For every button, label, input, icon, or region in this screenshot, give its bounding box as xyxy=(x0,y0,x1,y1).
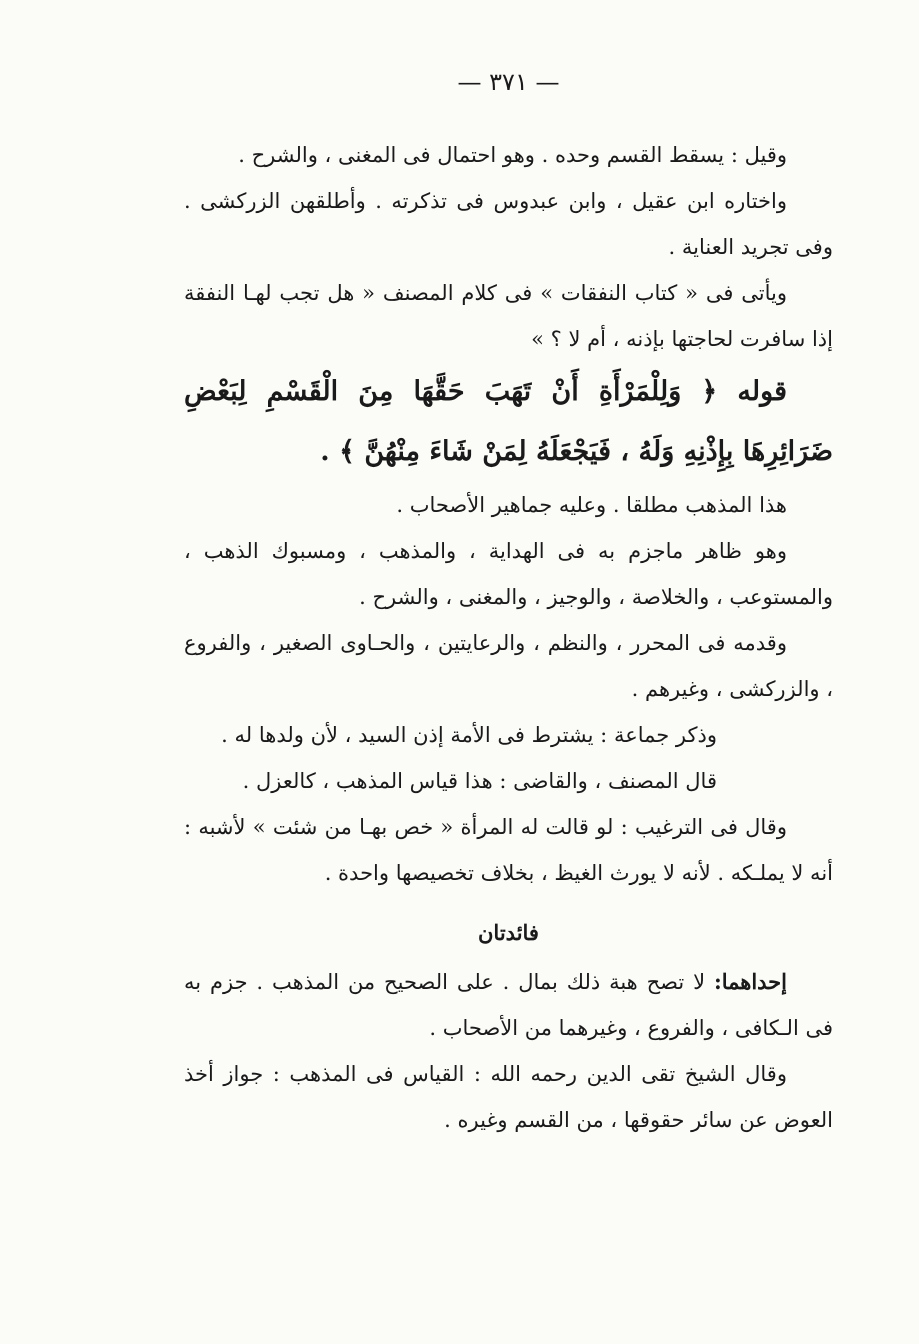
paragraph-1: وقيل : يسقط القسم وحده . وهو احتمال فى المغنى ، والشرح . xyxy=(238,143,787,167)
paragraph-6: وقدمه فى المحرر ، والنظم ، والرعايتين ، والحـاوى الصغير ، والفروع ، والزركشى ، وغيرهم . xyxy=(184,631,833,701)
paragraph-2: واختاره ابن عقيل ، وابن عبدوس فى تذكرته . وأطلقهن الزركشى . وفى تجريد العناية . xyxy=(184,189,833,259)
paragraph-8: قال المصنف ، والقاضى : هذا قياس المذهب ، كالعزل . xyxy=(242,769,717,793)
benefit-1-text: لا تصح هبة ذلك بمال . على الصحيح من المذهب . جزم به فى الـكافى ، والفروع ، وغيرهما من الأصحاب . xyxy=(184,970,833,1040)
benefit-2: وقال الشيخ تقى الدين رحمه الله : القياس فى المذهب : جواز أخذ العوض عن سائر حقوقها ، من القسم وغيره . xyxy=(184,1062,833,1132)
benefit-1 xyxy=(184,959,833,1051)
paragraph-3: ويأتى فى « كتاب النفقات » فى كلام المصنف « هل تجب لهـا النفقة إذا سافرت لحاجتها بإذنه ، أم لا ؟ » xyxy=(184,281,833,351)
quran-verse: قوله ﴿ وَلِلْمَرْأَةِ أَنْ تَهَبَ حَقَّهَا مِنَ الْقَسْمِ لِبَعْضِ ضَرَائِرِهَا بِإِذْنِهِ وَلَهُ ، فَيَجْعَلَهُ لِمَنْ شَاءَ مِنْهُنَّ ﴾ . xyxy=(184,376,833,467)
section-heading: فائدتان xyxy=(478,920,539,945)
paragraph-4: هذا المذهب مطلقا . وعليه جماهير الأصحاب . xyxy=(396,493,787,517)
paragraph-7: وذكر جماعة : يشترط فى الأمة إذن السيد ، لأن ولدها له . xyxy=(221,723,717,747)
benefit-1-lead: إحداهما: xyxy=(713,969,787,994)
paragraph-9: وقال فى الترغيب : لو قالت له المرأة « خص بهـا من شئت » لأشبه : أنه لا يملـكه . لأنه لا يورث الغيظ ، بخلاف تخصيصها واحدة . xyxy=(184,815,833,885)
paragraph-5: وهو ظاهر ماجزم به فى الهداية ، والمذهب ، ومسبوك الذهب ، والمستوعب ، والخلاصة ، والوجيز ، والمغنى ، والشرح . xyxy=(184,539,833,609)
page-number: — ٣٧١ — xyxy=(457,68,560,96)
